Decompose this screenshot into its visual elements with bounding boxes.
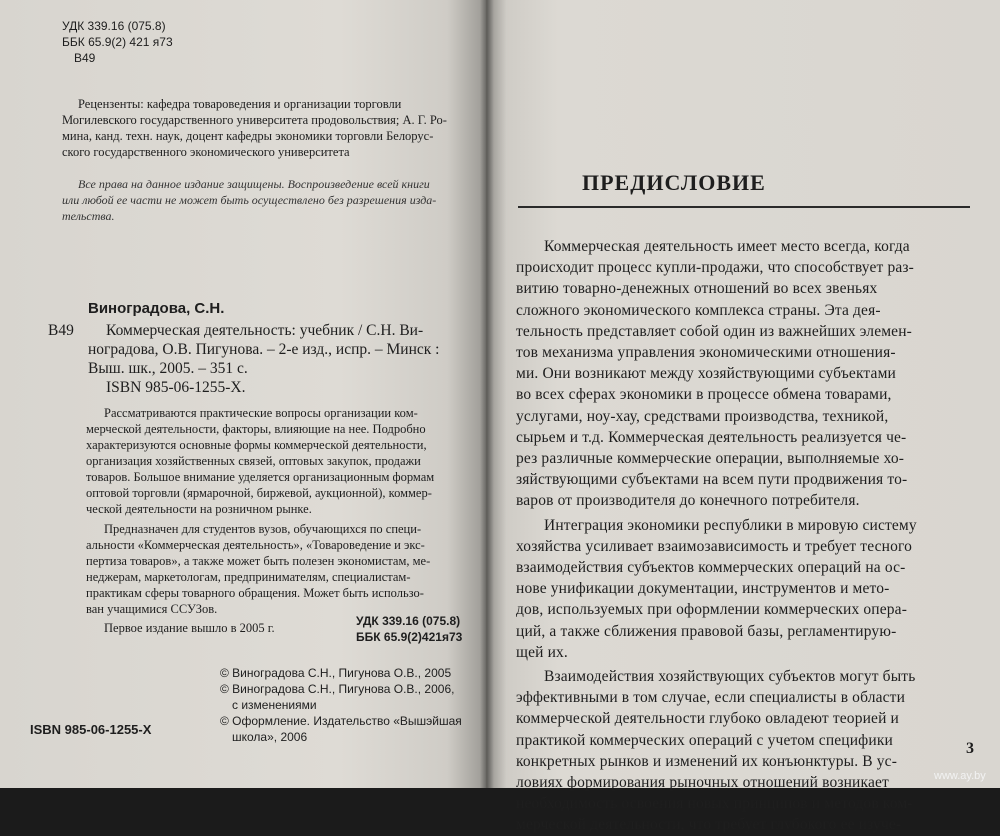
preface-line: тов механизма управления экономическими отношения- xyxy=(516,344,896,361)
annotation-line: мерческой деятельности, факторы, влияющие на нее. Подробно xyxy=(86,422,426,436)
first-edition-note: Первое издание вышло в 2005 г. xyxy=(104,621,275,635)
page-number: 3 xyxy=(966,740,974,757)
isbn-footer: ISBN 985-06-1255-X xyxy=(30,722,152,737)
reviewers-line: мина, канд. техн. наук, доцент кафедры экономики торговли Белорус- xyxy=(62,129,434,143)
preface-line: хозяйства усиливает взаимозависимость и требует тесного xyxy=(516,537,913,555)
heading-rule xyxy=(518,206,970,208)
left-page xyxy=(0,0,486,788)
annotation-line: Рассматриваются практические вопросы организации ком- xyxy=(104,406,418,420)
copyright-line: школа», 2006 xyxy=(232,730,308,744)
annotation-line: альности «Коммерческая деятельность», «Товароведение и экс- xyxy=(86,538,425,552)
section-heading: ПРЕДИСЛОВИЕ xyxy=(582,170,766,195)
author-name: Виноградова, С.Н. xyxy=(88,300,225,317)
preface-line: коммерческой деятельности глубоко овладеют теорией и xyxy=(516,710,899,728)
rights-line: или любой ее части не может быть осуществлено без разрешения изда- xyxy=(62,193,437,207)
preface-line: сложного экономического комплекса страны. Эта дея- xyxy=(516,301,881,319)
bbk-code: ББК 65.9(2) 421 я73 xyxy=(62,35,173,49)
bbk-repeat: ББК 65.9(2)421я73 xyxy=(356,630,463,644)
preface-line: ми. Они возникают между хозяйствующими субъектами xyxy=(516,365,896,383)
preface-line: необходимость освоения новых принципов и методов ком- xyxy=(516,795,913,813)
preface-line: варов от производителя до конечного потребителя. xyxy=(516,492,860,510)
right-page xyxy=(486,0,1000,834)
reviewers-line: Могилевского государственного университета продовольствия; А. Г. Ро- xyxy=(62,113,447,127)
book-gutter xyxy=(480,0,494,788)
preface-line: нове унификации документации, инструментов и мето- xyxy=(516,580,890,598)
bib-line: Коммерческая деятельность: учебник / С.Н. Ви- xyxy=(106,322,424,339)
preface-line: взаимодействия субъектов коммерческих операций на ос- xyxy=(516,559,906,576)
annotation-line: пертиза товаров», а также может быть полезен экономистам, ме- xyxy=(86,554,431,568)
annotation-line: неджерам, маркетологам, предпринимателям, специалистам- xyxy=(86,570,411,584)
preface-line: практикой коммерческих операций с учетом специфики xyxy=(516,731,893,749)
preface-line: витию товарно-денежных отношений во всех звеньях xyxy=(516,280,878,298)
watermark: www.ay.by xyxy=(934,770,986,782)
bib-line: Выш. шк., 2005. – 351 с. xyxy=(88,360,248,377)
annotation-line: Предназначен для студентов вузов, обучающихся по специ- xyxy=(104,522,422,536)
preface-line: тельность представляет собой один из важнейших элемен- xyxy=(516,322,912,340)
copyright-line: © Виноградова С.Н., Пигунова О.В., 2005 xyxy=(220,666,452,680)
annotation-line: практикам сферы товарного обращения. Может быть использо- xyxy=(86,586,424,600)
udk-repeat: УДК 339.16 (075.8) xyxy=(356,614,461,628)
annotation-line: ческой деятельности на розничном рынке. xyxy=(86,502,312,516)
annotation-line: ван учащимися ССУЗов. xyxy=(86,602,218,616)
preface-line: рез различные коммерческие операции, выполняемые хо- xyxy=(516,450,905,467)
preface-line: дов, используемых при оформлении коммерческих опера- xyxy=(516,601,908,619)
isbn-line: ISBN 985-06-1255-Х. xyxy=(106,379,246,396)
preface-line: мерческой деятельности, что требует глубокого ее изуче- xyxy=(516,816,902,834)
preface-line: Коммерческая деятельность имеет место всегда, когда xyxy=(544,238,910,255)
preface-line: зяйствующими субъектами на всем пути продвижения то- xyxy=(516,471,908,489)
preface-line: услугами, ноу-хау, средствами производства, техникой, xyxy=(516,407,889,425)
udk-code: УДК 339.16 (075.8) xyxy=(62,19,166,33)
reviewers-line: ского государственного экономического университета xyxy=(62,145,350,159)
preface-line: ловиях формирования рыночных отношений возникает xyxy=(516,774,889,791)
annotation-line: оптовой торговли (ярмарочной, биржевой, аукционной), коммер- xyxy=(86,486,432,500)
preface-line: во всех сферах экономики в процессе обмена товарами, xyxy=(516,386,892,404)
reviewers-line: Рецензенты: кафедра товароведения и организации торговли xyxy=(78,97,402,111)
bib-line: ноградова, О.В. Пигунова. – 2-е изд., испр. – Минск : xyxy=(88,341,440,358)
rights-line: Все права на данное издание защищены. Воспроизведение всей книги xyxy=(78,177,430,191)
preface-line: Интеграция экономики республики в мировую систему xyxy=(544,516,917,534)
copyright-line: с изменениями xyxy=(232,698,317,712)
preface-line: эффективными в том случае, если специалисты в области xyxy=(516,689,906,707)
preface-line: конкретных рынков и изменений их конъюнктуры. В ус- xyxy=(516,752,898,770)
copyright-line: © Виноградова С.Н., Пигунова О.В., 2006, xyxy=(220,682,455,696)
catalog-code: В49 xyxy=(74,51,96,65)
preface-line: ций, а также сближения правовой базы, регламентирую- xyxy=(516,622,897,640)
preface-line: щей их. xyxy=(516,643,568,661)
preface-line: Взаимодействия хозяйствующих субъектов могут быть xyxy=(544,668,916,685)
rights-line: тельства. xyxy=(62,209,115,223)
preface-line: происходит процесс купли-продажи, что способствует раз- xyxy=(516,259,914,277)
preface-line: сырьем и т.д. Коммерческая деятельность реализуется че- xyxy=(516,428,907,446)
annotation-line: характеризуются основные формы коммерческой деятельности, xyxy=(86,438,427,452)
copyright-line: © Оформление. Издательство «Вышэйшая xyxy=(220,714,462,728)
index-code: В49 xyxy=(48,322,74,339)
annotation-line: организация хозяйственных связей, оптовых закупок, продажи xyxy=(86,454,421,468)
annotation-line: товаров. Большое внимание уделяется организационным формам xyxy=(86,470,435,484)
